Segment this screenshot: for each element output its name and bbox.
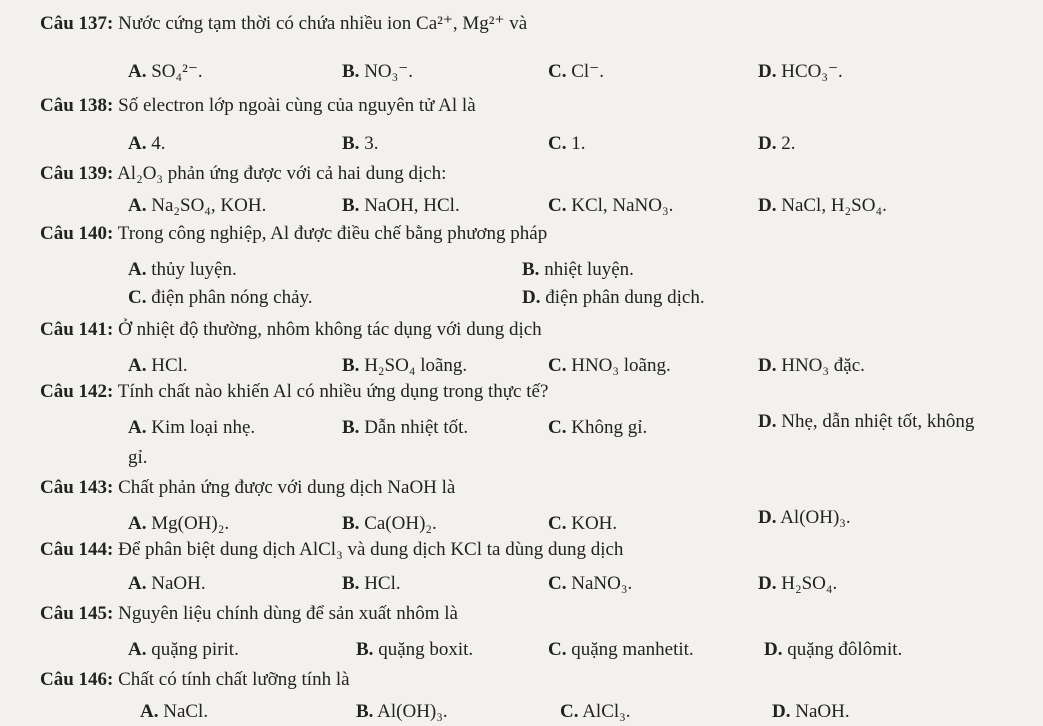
option-146-d: D. NaOH. — [772, 701, 850, 722]
question-140-stem — [40, 222, 547, 246]
question-text: Nước cứng tạm thời có chứa nhiều ion Ca²⁺, Mg²⁺ và — [118, 13, 528, 34]
option-142-d: D. Nhẹ, dẫn nhiệt tốt, không — [758, 411, 975, 432]
option-141-b: B. H₂SO₄ loãng. — [342, 355, 468, 376]
option-143-c: C. KOH. — [548, 513, 618, 534]
question-number: Câu 139: — [40, 163, 114, 184]
option-143-d: D. Al(OH)₃. — [758, 507, 851, 528]
option-137-a: A. SO₄²⁻. — [128, 61, 203, 82]
option-141-a: A. HCl. — [128, 355, 188, 376]
option-145-c: C. quặng manhetit. — [548, 639, 694, 660]
question-144-stem — [40, 538, 623, 562]
question-text: Al₂O₃ phản ứng được với cả hai dung dịch: — [117, 163, 447, 184]
option-138-d: D. 2. — [758, 133, 796, 154]
option-146-a: A. NaCl. — [140, 701, 209, 722]
question-text: Trong công nghiệp, Al được điều chế bằng phương pháp — [117, 223, 548, 244]
question-text: Số electron lớp ngoài cùng của nguyên tử Al là — [118, 95, 476, 116]
option-142-a: A. Kim loại nhẹ. — [128, 417, 256, 438]
option-140-b: B. nhiệt luyện. — [522, 259, 634, 280]
option-142-b: B. Dẫn nhiệt tốt. — [342, 417, 469, 438]
question-text: Chất có tính chất lưỡng tính là — [118, 669, 350, 690]
question-text: Chất phản ứng được với dung dịch NaOH là — [118, 477, 456, 498]
option-144-c: C. NaNO₃. — [548, 573, 633, 594]
question-number: Câu 145: — [40, 603, 114, 624]
option-139-d: D. NaCl, H₂SO₄. — [758, 195, 887, 216]
question-number: Câu 142: — [40, 381, 114, 402]
option-140-a: A. thủy luyện. — [128, 259, 237, 280]
question-number: Câu 138: — [40, 95, 114, 116]
option-146-c: C. AlCl₃. — [560, 701, 631, 722]
option-142-d-wrap: gỉ. — [128, 447, 148, 468]
option-144-b: B. HCl. — [342, 573, 401, 594]
question-141-stem — [40, 318, 542, 342]
question-number: Câu 146: — [40, 669, 114, 690]
question-138-stem — [40, 94, 476, 118]
option-139-a: A. Na₂SO₄, KOH. — [128, 195, 267, 216]
option-145-b: B. quặng boxit. — [356, 639, 474, 660]
option-138-c: C. 1. — [548, 133, 586, 154]
question-142-stem — [40, 380, 548, 404]
option-145-d: D. quặng đôlômit. — [764, 639, 903, 660]
question-number: Câu 141: — [40, 319, 114, 340]
option-140-c: C. điện phân nóng chảy. — [128, 287, 313, 308]
option-140-d: D. điện phân dung dịch. — [522, 287, 705, 308]
question-143-stem — [40, 476, 455, 500]
question-number: Câu 140: — [40, 223, 114, 244]
question-146-stem — [40, 668, 350, 692]
option-141-d: D. HNO₃ đặc. — [758, 355, 865, 376]
option-146-b: B. Al(OH)₃. — [356, 701, 448, 722]
question-number: Câu 143: — [40, 477, 114, 498]
question-139-stem — [40, 162, 446, 186]
question-text: Ở nhiệt độ thường, nhôm không tác dụng với dung dịch — [118, 319, 542, 340]
option-143-b: B. Ca(OH)₂. — [342, 513, 437, 534]
option-137-b: B. NO₃⁻. — [342, 61, 414, 82]
option-139-b: B. NaOH, HCl. — [342, 195, 460, 216]
question-145-stem — [40, 602, 458, 626]
question-text: Để phân biệt dung dịch AlCl₃ và dung dịch KCl ta dùng dung dịch — [118, 539, 624, 560]
option-145-a: A. quặng pirit. — [128, 639, 239, 660]
option-142-c: C. Không gỉ. — [548, 417, 648, 438]
option-138-a: A. 4. — [128, 133, 166, 154]
option-143-a: A. Mg(OH)₂. — [128, 513, 230, 534]
question-137-stem — [40, 12, 527, 36]
question-text: Nguyên liệu chính dùng để sản xuất nhôm là — [118, 603, 458, 624]
option-138-b: B. 3. — [342, 133, 379, 154]
option-137-c: C. Cl⁻. — [548, 61, 604, 82]
question-number: Câu 144: — [40, 539, 114, 560]
option-139-c: C. KCl, NaNO₃. — [548, 195, 674, 216]
option-144-a: A. NaOH. — [128, 573, 206, 594]
option-137-d: D. HCO₃⁻. — [758, 61, 843, 82]
option-141-c: C. HNO₃ loãng. — [548, 355, 671, 376]
question-number: Câu 137: — [40, 13, 114, 34]
option-144-d: D. H₂SO₄. — [758, 573, 838, 594]
question-text: Tính chất nào khiến Al có nhiều ứng dụng trong thực tế? — [117, 381, 549, 402]
